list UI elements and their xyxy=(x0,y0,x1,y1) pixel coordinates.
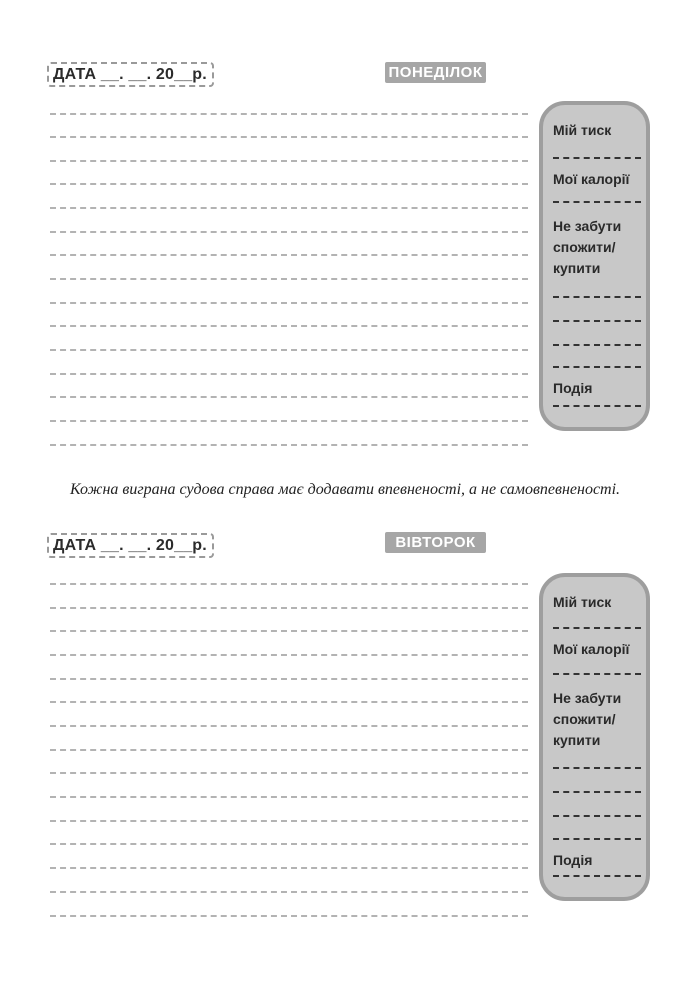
writing-line[interactable] xyxy=(50,183,528,185)
calories-field[interactable] xyxy=(553,673,641,675)
pressure-field[interactable] xyxy=(553,627,641,629)
writing-line[interactable] xyxy=(50,349,528,351)
health-panel xyxy=(539,573,650,901)
date-field[interactable]: ДАТА __. __. 20__р. xyxy=(47,533,214,558)
remember-field[interactable] xyxy=(553,296,641,298)
remember-label-line1: Не забути xyxy=(553,690,622,706)
remember-field[interactable] xyxy=(553,320,641,322)
writing-line[interactable] xyxy=(50,278,528,280)
writing-line[interactable] xyxy=(50,254,528,256)
writing-line[interactable] xyxy=(50,654,528,656)
health-panel xyxy=(539,101,650,431)
calories-label: Мої калорії xyxy=(553,171,630,187)
remember-label-line1: Не забути xyxy=(553,218,622,234)
writing-line[interactable] xyxy=(50,302,528,304)
writing-line[interactable] xyxy=(50,725,528,727)
event-label: Подія xyxy=(553,852,593,868)
writing-line[interactable] xyxy=(50,678,528,680)
remember-label-line2: спожити/ xyxy=(553,711,616,727)
remember-field[interactable] xyxy=(553,791,641,793)
writing-line[interactable] xyxy=(50,207,528,209)
writing-line[interactable] xyxy=(50,843,528,845)
writing-line[interactable] xyxy=(50,796,528,798)
writing-line[interactable] xyxy=(50,325,528,327)
writing-line[interactable] xyxy=(50,113,528,115)
writing-line[interactable] xyxy=(50,820,528,822)
writing-line[interactable] xyxy=(50,749,528,751)
day-badge-monday: ПОНЕДІЛОК xyxy=(385,62,486,83)
date-field[interactable]: ДАТА __. __. 20__р. xyxy=(47,62,214,87)
remember-field[interactable] xyxy=(553,767,641,769)
calories-label: Мої калорії xyxy=(553,641,630,657)
remember-label-line2: спожити/ xyxy=(553,239,616,255)
writing-line[interactable] xyxy=(50,373,528,375)
writing-line[interactable] xyxy=(50,583,528,585)
writing-line[interactable] xyxy=(50,607,528,609)
remember-label-line3: купити xyxy=(553,732,601,748)
pressure-label: Мій тиск xyxy=(553,594,612,610)
writing-line[interactable] xyxy=(50,444,528,446)
writing-line[interactable] xyxy=(50,420,528,422)
remember-field[interactable] xyxy=(553,815,641,817)
pressure-label: Мій тиск xyxy=(553,122,612,138)
writing-line[interactable] xyxy=(50,891,528,893)
event-field[interactable] xyxy=(553,875,641,877)
writing-line[interactable] xyxy=(50,231,528,233)
day-badge-tuesday: ВІВТОРОК xyxy=(385,532,486,553)
event-label: Подія xyxy=(553,380,593,396)
writing-line[interactable] xyxy=(50,630,528,632)
writing-line[interactable] xyxy=(50,701,528,703)
writing-line[interactable] xyxy=(50,772,528,774)
event-field[interactable] xyxy=(553,405,641,407)
writing-line[interactable] xyxy=(50,396,528,398)
remember-field[interactable] xyxy=(553,344,641,346)
remember-label-line3: купити xyxy=(553,260,601,276)
remember-field[interactable] xyxy=(553,366,641,368)
writing-line[interactable] xyxy=(50,867,528,869)
writing-line[interactable] xyxy=(50,160,528,162)
calories-field[interactable] xyxy=(553,201,641,203)
remember-field[interactable] xyxy=(553,838,641,840)
writing-line[interactable] xyxy=(50,136,528,138)
pressure-field[interactable] xyxy=(553,157,641,159)
writing-line[interactable] xyxy=(50,915,528,917)
motivational-quote: Кожна виграна судова справа має додавати впевненості, а не самовпевненості. xyxy=(69,481,621,498)
